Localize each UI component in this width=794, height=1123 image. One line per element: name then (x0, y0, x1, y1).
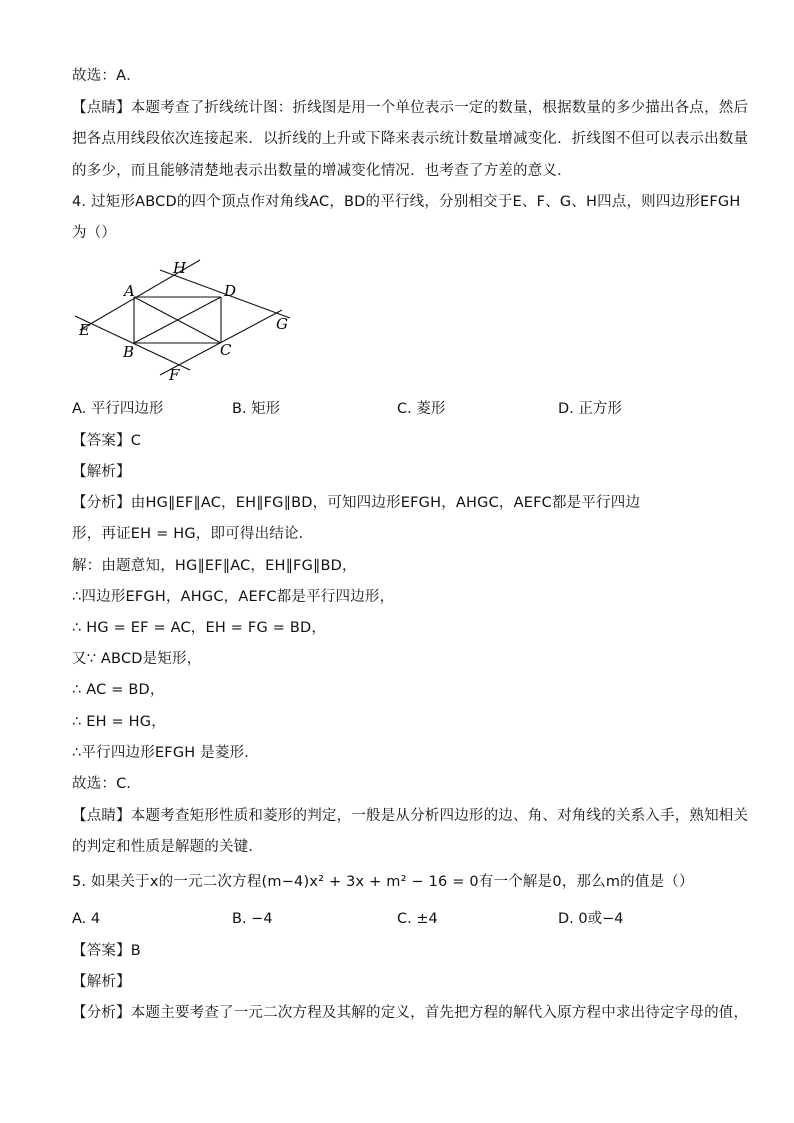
label-a: A (124, 282, 135, 300)
option-c: C. 菱形 (397, 401, 446, 417)
option-a: A. 平行四边形 (72, 401, 164, 417)
label-d: D (224, 282, 237, 300)
solution-step: ∴ HG = EF = AC，EH = FG = BD， (72, 620, 327, 636)
answer-label: 【答案】C (72, 433, 142, 449)
analysis-text: 【分析】本题主要考查了一元二次方程及其解的定义，首先把方程的解代入原方程中求出待定字母的值， (72, 1005, 749, 1021)
text-line: 故选：A． (72, 68, 141, 84)
label-e: E (79, 321, 90, 339)
question-5-text: 5. 如果关于x的一元二次方程(m−4)x² + 3x + m² − 16 = 0有一个解是0，那么m的值是（） (72, 874, 694, 890)
solution-step: 故选：C． (72, 776, 142, 792)
analysis-label: 【解析】 (72, 974, 131, 990)
analysis-text: 【分析】由HG∥EF∥AC，EH∥FG∥BD，可知四边形EFGH，AHGC，AEFC都是平行四边 (72, 495, 641, 511)
option-a: A. 4 (72, 911, 101, 927)
label-h: H (173, 259, 187, 277)
solution-step: ∴平行四边形EFGH 是菱形． (72, 745, 259, 761)
comment-text: 【点睛】本题考查矩形性质和菱形的判定，一般是从分析四边形的边、角、对角线的关系入手，熟知相关 (72, 808, 749, 824)
option-b: B. 矩形 (232, 401, 281, 417)
solution-step: ∴ AC = BD， (72, 682, 165, 698)
text-line: 把各点用线段依次连接起来．以折线的上升或下降来表示统计数量增减变化．折线图不但可以表示出数量 (72, 131, 749, 147)
rectangle-rhombus-figure (70, 255, 300, 385)
option-b: B. −4 (232, 911, 273, 927)
solution-step: 解：由题意知，HG∥EF∥AC，EH∥FG∥BD， (72, 558, 357, 574)
solution-step: ∴ EH = HG， (72, 714, 166, 730)
solution-step: 又∵ ABCD是矩形， (72, 651, 202, 667)
comment-text: 的判定和性质是解题的关键． (72, 839, 264, 855)
text-line: 【点睛】本题考查了折线统计图：折线图是用一个单位表示一定的数量，根据数量的多少描出各点，然后 (72, 100, 749, 116)
option-d: D. 0或−4 (558, 911, 624, 927)
option-d: D. 正方形 (558, 401, 622, 417)
question-4-text: 为（） (72, 225, 117, 241)
label-g: G (276, 315, 288, 333)
answer-label: 【答案】B (72, 943, 141, 959)
label-f: F (169, 366, 180, 384)
text-line: 的多少，而且能够清楚地表示出数量的增减变化情况．也考查了方差的意义． (72, 163, 572, 179)
analysis-label: 【解析】 (72, 464, 131, 480)
option-c: C. ±4 (397, 911, 438, 927)
label-c: C (220, 341, 232, 359)
analysis-text: 形，再证EH = HG，即可得出结论． (72, 526, 314, 542)
label-b: B (123, 343, 135, 361)
solution-step: ∴四边形EFGH，AHGC，AEFC都是平行四边形， (72, 589, 395, 605)
question-4-text: 4. 过矩形ABCD的四个顶点作对角线AC，BD的平行线，分别相交于E、F、G、H四点，则四边形EFGH (72, 194, 741, 210)
